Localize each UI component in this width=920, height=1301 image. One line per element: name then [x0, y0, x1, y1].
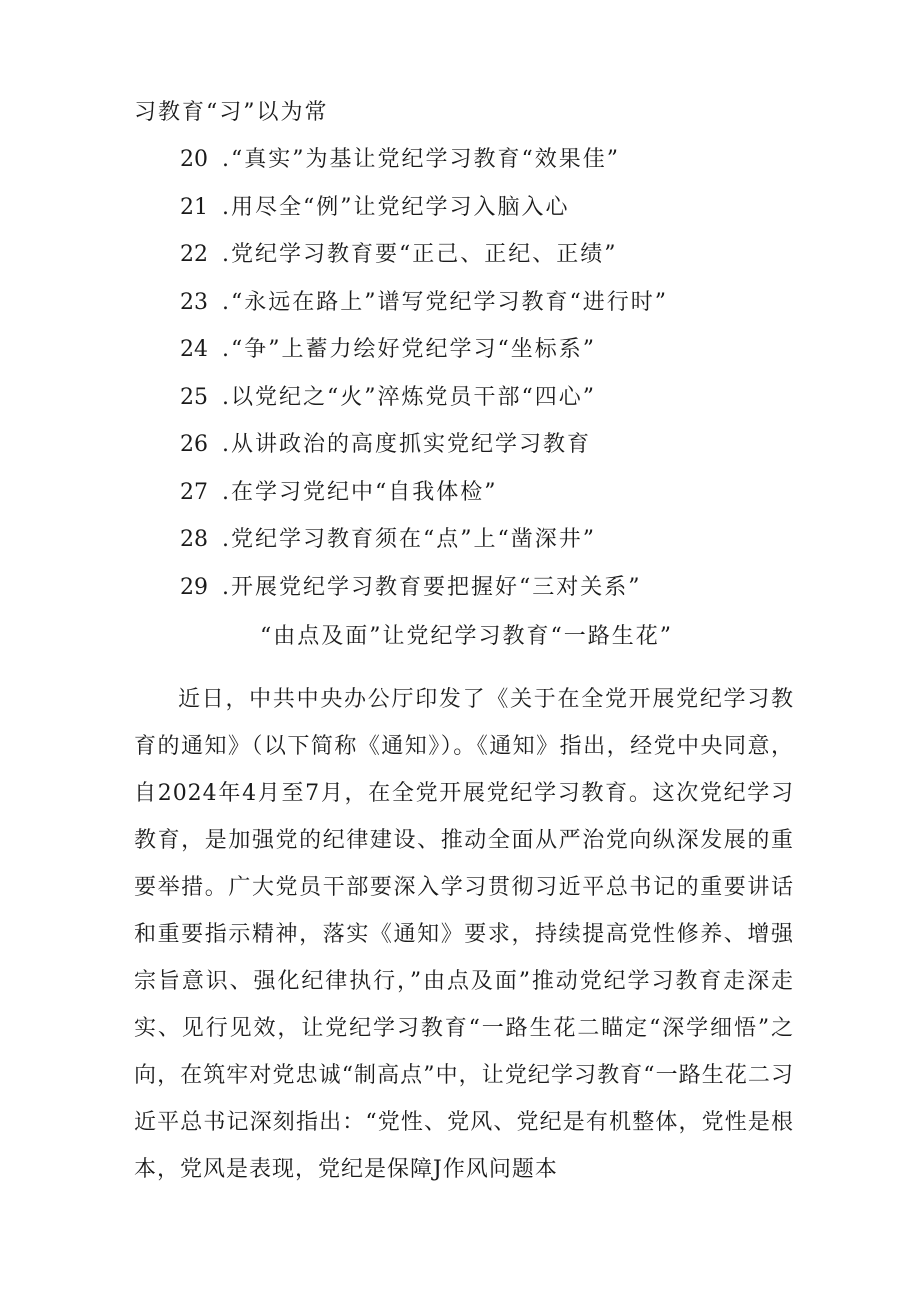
list-item	[180, 145, 620, 175]
list-item	[180, 525, 596, 555]
list-item-text: .“真实”为基让党纪学习教育“效果佳”	[222, 147, 620, 172]
list-item-text: .党纪学习教育要“正己、正纪、正绩”	[222, 242, 618, 267]
list-item-text: .党纪学习教育须在“点”上“凿深井”	[222, 527, 596, 552]
list-item-number: 25	[180, 384, 208, 410]
list-item	[180, 288, 668, 318]
list-item	[180, 573, 642, 603]
list-item-number: 29	[180, 574, 208, 600]
list-item-number: 24	[180, 337, 208, 362]
list-item	[180, 193, 570, 223]
list-item	[180, 240, 618, 270]
article-title: “由点及面”让党纪学习教育“一路生花”	[260, 624, 673, 649]
list-item	[180, 478, 498, 508]
list-item-number: 21	[180, 194, 208, 220]
list-item-text: .“永远在路上”谱写党纪学习教育“进行时”	[222, 289, 668, 315]
list-item-text: .用尽全“例”让党纪学习入脑入心	[222, 194, 570, 220]
list-item	[180, 383, 596, 413]
body-paragraph: 近日，中共中央办公厅印发了《关于在全党开展党纪学习教育的通知》（以下简称《通知》）。《通知》指出，经党中央同意，自2024年4月至7月，在全党开展党纪学习教育。这次党纪学习教育，是加强党的纪律建设、推动全面从严治党向纵深发展的重要举措。广大党员干部要深入学习贯彻习近平总书记的重要讲话和重要指示精神，落实《通知》要求，持续提高党性修养、增强宗旨意识、强化纪律执行，”由点及面”推动党纪学习教育走深走实、见行见效，让党纪学习教育“一路生花二瞄定“深学细悟”之向，在筑牢对党忠诚“制高点”中，让党纪学习教育“一路生花二习近平总书记深刻指出：“党性、党风、党纪是有机整体，党性是根本，党风是表现，党纪是保障J作风问题本	[134, 687, 794, 1182]
list-item-number: 27	[180, 479, 208, 505]
list-item	[180, 430, 591, 460]
list-item-number: 22	[180, 242, 208, 267]
list-item	[180, 335, 596, 365]
list-item-number: 23	[180, 289, 208, 315]
list-item-text: .在学习党纪中“自我体检”	[222, 479, 498, 505]
list-item-number: 20	[180, 147, 208, 172]
list-item-text: .从讲政治的高度抓实党纪学习教育	[222, 432, 591, 457]
list-item-number: 28	[180, 527, 208, 552]
list-item-number: 26	[180, 432, 208, 457]
list-item-text: .开展党纪学习教育要把握好“三对关系”	[222, 574, 642, 600]
intro-line: 习教育“习”以为常	[134, 100, 329, 125]
list-item-text: .以党纪之“火”淬炼党员干部“四心”	[222, 384, 596, 410]
list-item-text: .“争”上蓄力绘好党纪学习“坐标系”	[222, 337, 596, 362]
